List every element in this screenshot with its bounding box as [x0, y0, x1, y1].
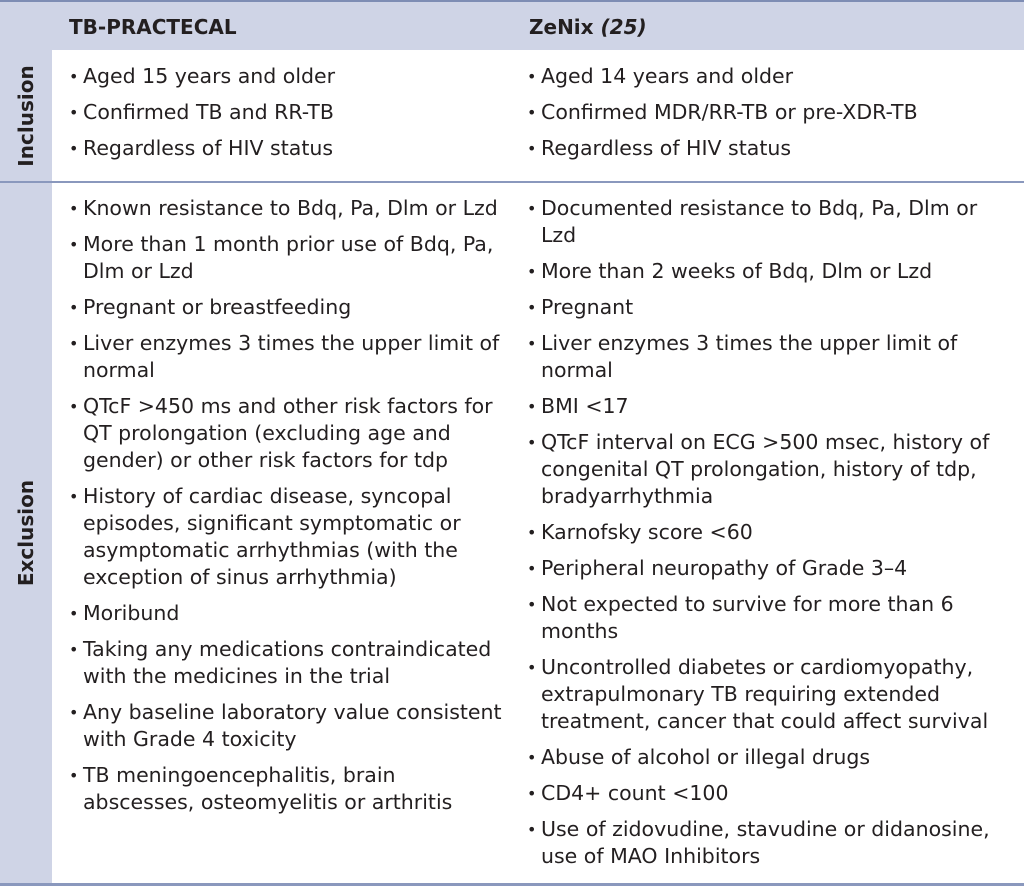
- inclusion-zenix-list: [527, 63, 997, 171]
- list-item: • Not expected to survive for more than 6 months: [527, 591, 997, 645]
- list-item: • TB meningoencephalitis, brain abscesses, osteomyelitis or arthritis: [69, 762, 509, 816]
- header-zenix-reference: (25): [600, 15, 647, 39]
- list-item: • Confirmed TB and RR-TB: [69, 99, 509, 126]
- list-item: • More than 2 weeks of Bdq, Dlm or Lzd: [527, 258, 997, 285]
- list-item: • Moribund: [69, 600, 509, 627]
- list-item: • Confirmed MDR/RR-TB or pre-XDR-TB: [527, 99, 997, 126]
- exclusion-zenix-list: [527, 195, 997, 879]
- list-item: • More than 1 month prior use of Bdq, Pa, Dlm or Lzd: [69, 231, 509, 285]
- list-item: • Karnofsky score <60: [527, 519, 997, 546]
- list-item: • Regardless of HIV status: [527, 135, 997, 162]
- exclusion-practecal-list: [69, 195, 509, 825]
- header-tb-practecal: TB-PRACTECAL: [69, 15, 237, 39]
- list-item: • History of cardiac disease, syncopal episodes, significant symptomatic or asymptomatic arrhythmias (with the exception of sinus arrhythmia): [69, 483, 509, 591]
- list-item: • Documented resistance to Bdq, Pa, Dlm or Lzd: [527, 195, 997, 249]
- inclusion-label: Inclusion: [14, 64, 38, 167]
- list-item: • Use of zidovudine, stavudine or didanosine, use of MAO Inhibitors: [527, 816, 997, 870]
- list-item: • Aged 15 years and older: [69, 63, 509, 90]
- exclusion-row-label-cell: [0, 183, 52, 883]
- inclusion-practecal-list: [69, 63, 509, 171]
- list-item: • BMI <17: [527, 393, 997, 420]
- list-item: • Peripheral neuropathy of Grade 3–4: [527, 555, 997, 582]
- list-item: • Taking any medications contraindicated with the medicines in the trial: [69, 636, 509, 690]
- list-item: • Regardless of HIV status: [69, 135, 509, 162]
- table-bottom-border: [0, 883, 1024, 886]
- header-zenix: [529, 14, 647, 40]
- section-divider: [0, 181, 1024, 183]
- header-zenix-name: ZeNix: [529, 15, 594, 39]
- table-header-row: [0, 0, 1024, 50]
- list-item: • Liver enzymes 3 times the upper limit of normal: [69, 330, 509, 384]
- list-item: • QTcF >450 ms and other risk factors for QT prolongation (excluding age and gender) or other risk factors for tdp: [69, 393, 509, 474]
- list-item: • QTcF interval on ECG >500 msec, history of congenital QT prolongation, history of tdp, bradyarrhythmia: [527, 429, 997, 510]
- exclusion-label: Exclusion: [14, 479, 38, 587]
- list-item: • Aged 14 years and older: [527, 63, 997, 90]
- list-item: • Uncontrolled diabetes or cardiomyopathy, extrapulmonary TB requiring extended treatment, cancer that could affect survival: [527, 654, 997, 735]
- list-item: • Pregnant: [527, 294, 997, 321]
- list-item: • Pregnant or breastfeeding: [69, 294, 509, 321]
- list-item: • Liver enzymes 3 times the upper limit of normal: [527, 330, 997, 384]
- list-item: • Abuse of alcohol or illegal drugs: [527, 744, 997, 771]
- list-item: • CD4+ count <100: [527, 780, 997, 807]
- list-item: • Known resistance to Bdq, Pa, Dlm or Lzd: [69, 195, 509, 222]
- list-item: • Any baseline laboratory value consistent with Grade 4 toxicity: [69, 699, 509, 753]
- inclusion-row-label-cell: [0, 50, 52, 181]
